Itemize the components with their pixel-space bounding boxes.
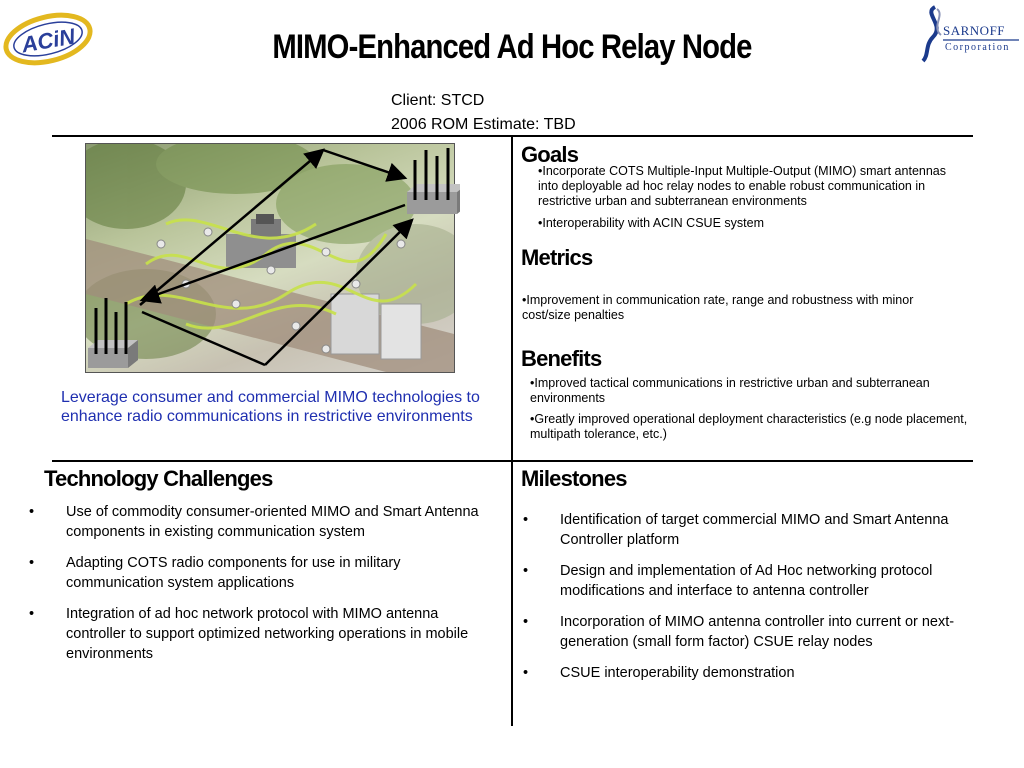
arrow-3 <box>142 205 405 300</box>
list-item-text: Integration of ad hoc network protocol with MIMO antenna controller to support optimized networking operations in mobile environments <box>66 606 469 662</box>
list-item <box>520 510 1000 550</box>
arrow-5 <box>265 220 412 365</box>
list-item-text: Design and implementation of Ad Hoc networking protocol modifications and interface to antenna controller <box>560 563 933 599</box>
sarnoff-brand: SARNOFF <box>943 23 1006 38</box>
goals-heading: Goals <box>521 142 579 167</box>
list-item-text: Identification of target commercial MIMO and Smart Antenna Controller platform <box>560 512 949 548</box>
milestones-list <box>520 510 1000 694</box>
middle-divider <box>52 460 973 462</box>
benefits-item: •Greatly improved operational deployment characteristics (e.g node placement, multipath tolerance, etc.) <box>530 412 968 441</box>
challenges-heading: Technology Challenges <box>44 466 273 491</box>
relay-node-icon-right <box>407 148 460 214</box>
arrow-2 <box>323 150 405 178</box>
antenna-diagram <box>80 140 460 380</box>
list-item-text: Use of commodity consumer-oriented MIMO and Smart Antenna components in existing communication system <box>66 504 479 540</box>
benefits-heading: Benefits <box>521 346 602 371</box>
relay-node-icon-left <box>88 298 138 368</box>
milestones-heading: Milestones <box>521 466 627 491</box>
page-title: MIMO-Enhanced Ad Hoc Relay Node <box>272 28 752 66</box>
top-divider <box>52 135 973 137</box>
list-item <box>26 604 496 664</box>
bullet: • <box>523 512 529 528</box>
goals-item: •Interoperability with ACIN CSUE system <box>538 216 764 230</box>
list-item-text: Adapting COTS radio components for use in military communication system applications <box>66 555 401 591</box>
list-item <box>520 663 1000 683</box>
sarnoff-sub: Corporation <box>945 42 1010 53</box>
bullet: • <box>523 614 529 630</box>
metrics-item: •Improvement in communication rate, range and robustness with minor cost/size penalties <box>522 293 914 322</box>
arrow-1 <box>140 150 323 305</box>
acin-logo-text: ACiN <box>19 23 77 58</box>
list-item <box>520 561 1000 601</box>
list-item-text: Incorporation of MIMO antenna controller into current or next-generation (small form factor) CSUE relay nodes <box>560 614 955 650</box>
goals-item: •Incorporate COTS Multiple-Input Multiple-Output (MIMO) smart antennas into deployable ad hoc relay nodes to enable robust communication in restrictive urban and subterranean environments <box>538 164 946 208</box>
bullet: • <box>29 555 35 571</box>
illustration-caption: Leverage consumer and commercial MIMO technologies to enhance radio communications in restrictive environments <box>61 389 480 425</box>
bullet: • <box>523 665 529 681</box>
bullet: • <box>29 606 35 622</box>
benefits-item: •Improved tactical communications in restrictive urban and subterranean environments <box>530 376 930 405</box>
vertical-divider <box>511 136 513 726</box>
challenges-list <box>26 502 496 675</box>
metrics-heading: Metrics <box>521 245 593 270</box>
list-item-text: CSUE interoperability demonstration <box>560 665 795 681</box>
list-item <box>26 502 496 542</box>
estimate-label: 2006 ROM Estimate: TBD <box>391 116 576 133</box>
signal-arrows <box>140 150 412 365</box>
arrow-4 <box>142 312 265 365</box>
list-item <box>520 612 1000 652</box>
list-item <box>26 553 496 593</box>
bullet: • <box>523 563 529 579</box>
bullet: • <box>29 504 35 520</box>
client-label: Client: STCD <box>391 92 485 109</box>
